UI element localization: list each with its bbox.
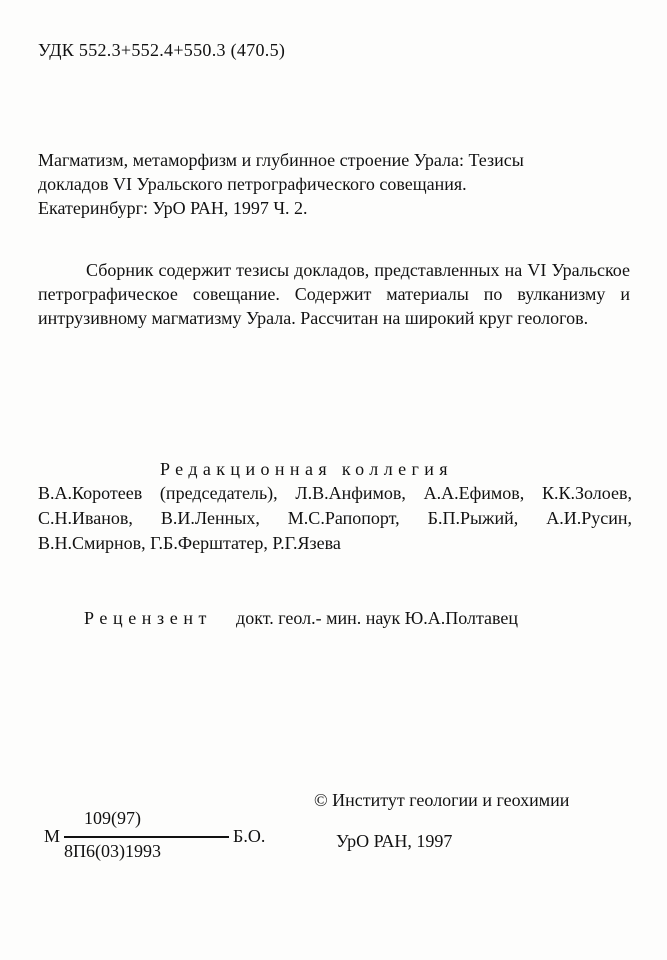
biblio-line: докладов VI Уральского петрографического совещания. xyxy=(38,174,467,194)
reviewer-line xyxy=(84,608,518,629)
publisher-line: УрО РАН, 1997 xyxy=(336,831,453,851)
reviewer-label: Рецензент xyxy=(84,608,213,628)
bibliographic-description xyxy=(38,148,638,220)
copyright-line: © Институт геологии и геохимии xyxy=(314,790,570,810)
abstract-paragraph: Сборник содержит тезисы докладов, представленных на VI Уральское петрографическое совещание. Содержит материалы по вулканизму и интрузивному магматизму Урала. Рассчитан на широкий круг геологов. xyxy=(38,260,630,328)
imprint-numerator: 109(97) xyxy=(84,808,141,828)
imprint-denominator: 8П6(03)1993 xyxy=(64,841,161,861)
editorial-board-members: В.А.Коротеев (председатель), Л.В.Анфимов, А.А.Ефимов, К.К.Золоев, С.Н.Иванов, В.И.Ленных, М.С.Рапопорт, Б.П.Рыжий, А.И.Русин, В.Н.Смирнов, Г.Б.Ферштатер, Р.Г.Язева xyxy=(38,483,632,553)
fraction-rule xyxy=(64,836,229,838)
editorial-board-heading: Редакционная коллегия xyxy=(160,459,453,479)
reviewer-text: докт. геол.- мин. наук Ю.А.Полтавец xyxy=(236,608,519,628)
biblio-line: Магматизм, метаморфизм и глубинное строение Урала: Тезисы xyxy=(38,150,524,170)
udk-code: УДК 552.3+552.4+550.3 (470.5) xyxy=(38,40,286,60)
biblio-line: Екатеринбург: УрО РАН, 1997 Ч. 2. xyxy=(38,198,308,218)
imprint-letter: М xyxy=(44,826,61,846)
imprint-suffix: Б.О. xyxy=(233,826,266,846)
